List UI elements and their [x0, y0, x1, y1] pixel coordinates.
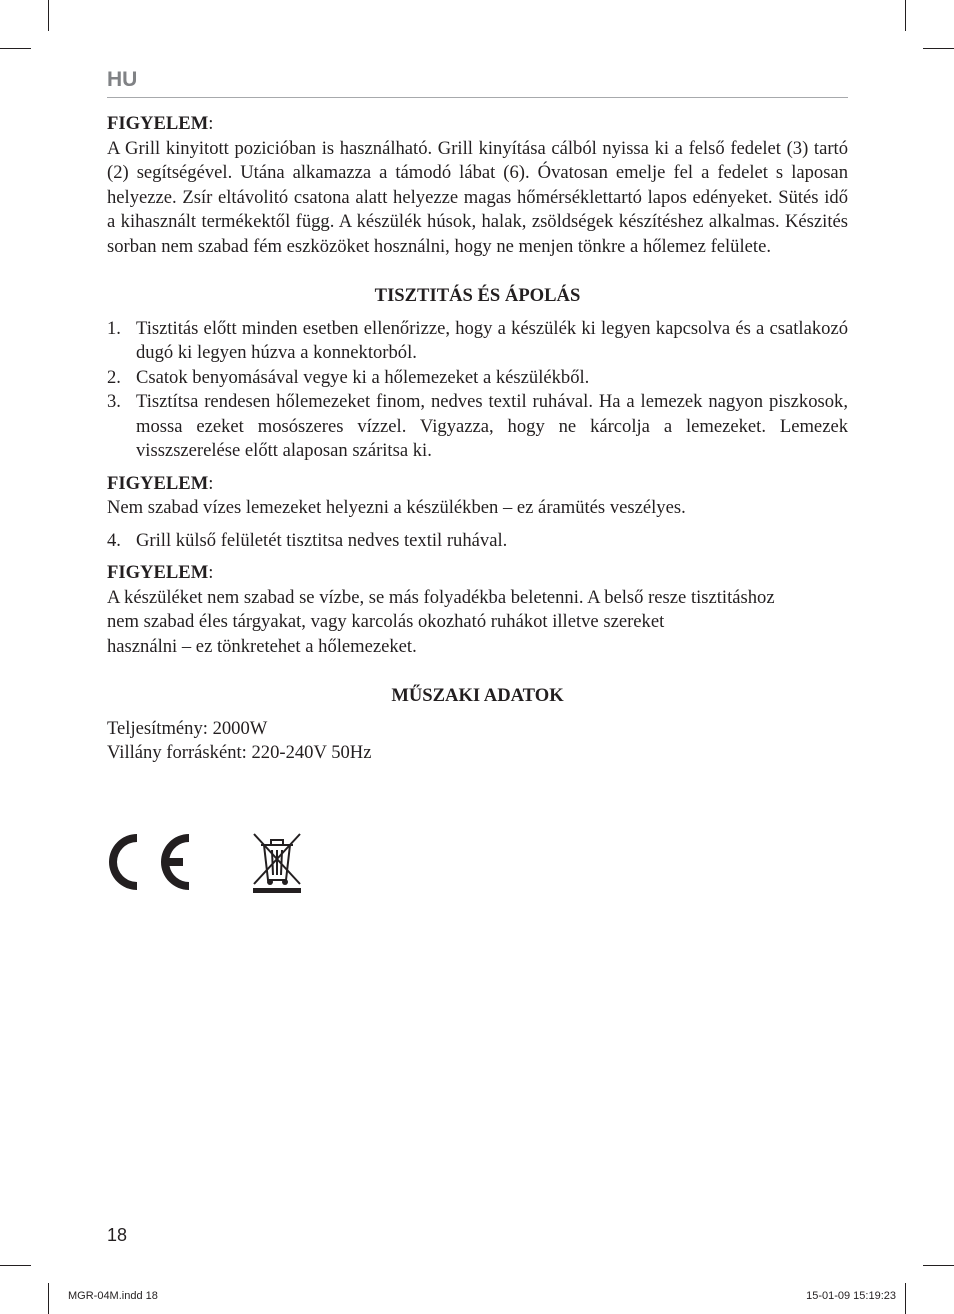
warning-3-line-1: A készüléket nem szabad se vízbe, se más folyadékba beletenni. A belső resze tisztitáshoz: [107, 586, 775, 608]
list-item: 2. Csatok benyomásával vegye ki a hőlemezeket a készülékből.: [107, 366, 590, 388]
list-item: 3. Tisztítsa rendesen hőlemezeket finom, nedves textil ruhával. Ha a lemezek nagyon piszkosok, mossa ezeket mosószeres vízzel. Vigyazza, hogy ne kárcolja a lemezeket. Lemezek visszszerelése előtt alaposan száritsa ki.: [107, 391, 848, 461]
warning-2-text: Nem szabad vízes lemezeket helyezni a készülékben – ez áramütés veszélyes.: [107, 497, 686, 518]
warning-3-line-3: használni – ez tönkretehet a hőlemezeket.: [107, 635, 417, 657]
crop-mark-top-right-vertical: [905, 0, 906, 31]
crop-mark-bottom-left-horizontal: [0, 1265, 31, 1266]
spec-supply: Villány forrásként: 220-240V 50Hz: [107, 742, 372, 763]
language-tag: HU: [107, 68, 138, 91]
list-item: 4. Grill külső felületét tisztitsa nedves textil ruhával.: [107, 529, 508, 551]
cleaning-steps: [107, 317, 848, 464]
warning-1-text: A Grill kinyitott pozicióban is használható. Grill kinyítása cálból nyissa ki a felső fedelet (3) tartó (2) segítségével. Utána alkamazza a támodó lábat (6). Óvatosan emelje fel a fedelet s laposan helyezze. Zsír eltávolitó csatona alatt helyezze magas hőmérséklettartó lapos edényeket. Sütés idő a kihasznált termékektől függ. A készülék húsok, halak, zsöldségek készítéshez alkalmas. Készités sorban nem szabad fém eszközöket hosználni, hogy ne menjen tönkre a hőlemez felülete.: [107, 137, 848, 257]
warning-label: FIGYELEM: [107, 472, 209, 494]
ce-mark-icon: [107, 830, 197, 894]
warning-label: FIGYELEM: [107, 562, 209, 583]
spec-power: Teljesítmény: 2000W: [107, 717, 268, 739]
crop-mark-top-left-vertical: [48, 0, 49, 31]
warning-1: FIGYELEM:: [107, 113, 214, 134]
crop-mark-bottom-right-vertical: [905, 1283, 906, 1314]
warning-2: FIGYELEM:: [107, 472, 214, 494]
warning-3-line-2: nem szabad éles tárgyakat, vagy karcolás okozható ruhákot illetve szereket: [107, 611, 665, 632]
slug-date: 15-01-09 15:19:23: [806, 1290, 896, 1302]
crop-mark-bottom-right-horizontal: [923, 1265, 954, 1266]
crossed-out-wheelie-bin-icon: [251, 830, 303, 894]
crop-mark-top-left-horizontal: [0, 48, 31, 49]
crop-mark-bottom-left-vertical: [48, 1283, 49, 1314]
header-rule: [107, 97, 848, 98]
warning-3: FIGYELEM:: [107, 562, 214, 583]
cleaning-title: TISZTITÁS ÉS ÁPOLÁS: [374, 285, 581, 306]
manual-content: [107, 112, 848, 766]
list-item: 1. Tisztitás előtt minden esetben ellenőrizze, hogy a készülék ki legyen kapcsolva és a csatlakozó dugó ki legyen húzva a konnektorból.: [107, 317, 848, 363]
page-number: 18: [107, 1225, 128, 1245]
crop-mark-top-right-horizontal: [923, 48, 954, 49]
specs-title: MŰSZAKI ADATOK: [391, 685, 564, 706]
slug-file: MGR-04M.indd 18: [68, 1290, 158, 1302]
cleaning-step-4: [107, 529, 848, 554]
warning-label: FIGYELEM: [107, 113, 209, 134]
